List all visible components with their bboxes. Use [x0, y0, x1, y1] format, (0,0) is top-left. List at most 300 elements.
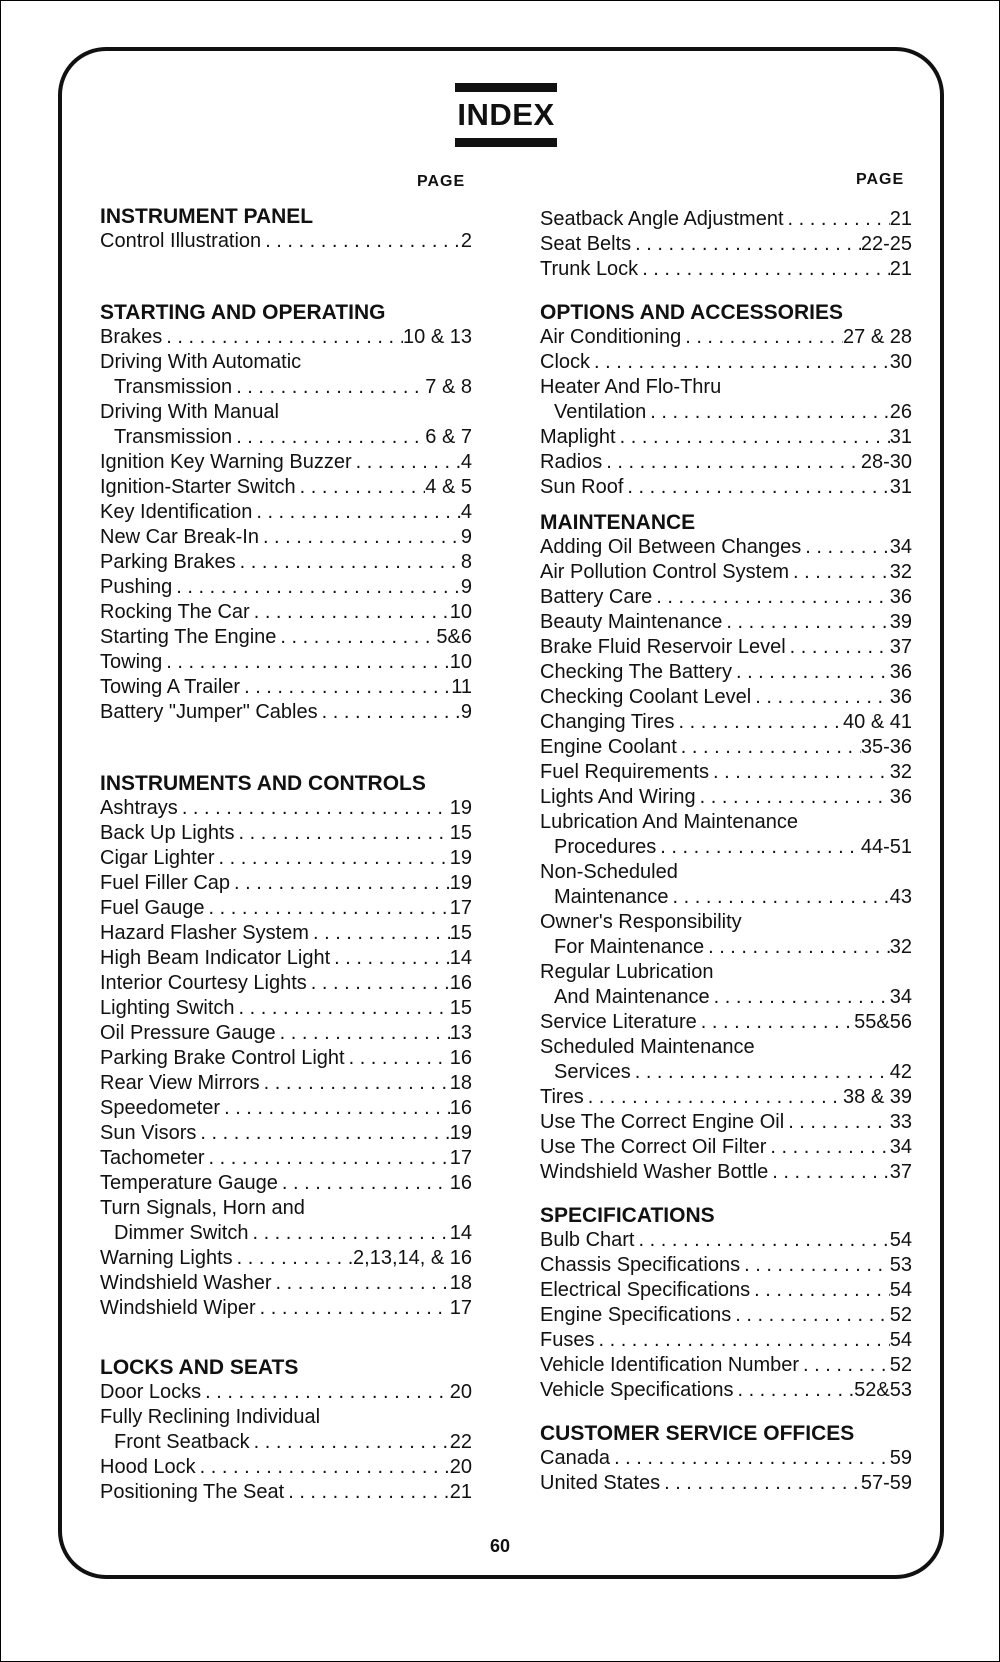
- entry-page: 52&53: [854, 1379, 912, 1401]
- entry-name: Engine Coolant: [540, 736, 677, 758]
- index-entry: [540, 1303, 912, 1328]
- index-entry: [100, 1196, 472, 1221]
- entry-page: 55&56: [854, 1011, 912, 1033]
- entry-page: 20: [449, 1456, 472, 1478]
- entry-page: 14: [449, 1222, 472, 1244]
- entry-page: 15: [449, 822, 472, 844]
- index-entry: [540, 760, 912, 785]
- dot-leader: [259, 525, 461, 550]
- index-entry: [100, 1121, 472, 1146]
- entry-page: 21: [889, 208, 912, 230]
- entry-name: Turn Signals, Horn and: [100, 1197, 305, 1219]
- entry-name: Windshield Washer Bottle: [540, 1161, 769, 1183]
- index-entry: [100, 1405, 472, 1430]
- section-title: SPECIFICATIONS: [540, 1204, 715, 1227]
- index-entry: [540, 685, 912, 710]
- entry-page: 19: [449, 1122, 472, 1144]
- entry-page: 28-30: [860, 451, 912, 473]
- entry-name: Control Illustration: [100, 230, 262, 252]
- dot-leader: [230, 871, 450, 896]
- index-section: [540, 300, 912, 500]
- entry-page: 18: [449, 1072, 472, 1094]
- section-title: LOCKS AND SEATS: [100, 1356, 299, 1379]
- dot-leader: [172, 575, 461, 600]
- entry-page: 17: [449, 897, 472, 919]
- entry-page: 16: [449, 1097, 472, 1119]
- index-entry: [100, 1430, 472, 1455]
- entry-page: 9: [460, 701, 472, 723]
- entry-name: Maintenance: [554, 886, 669, 908]
- dot-leader: [638, 257, 890, 282]
- entry-name: Pushing: [100, 576, 173, 598]
- dot-leader: [252, 500, 461, 525]
- entry-page: 27 & 28: [843, 326, 912, 348]
- entry-page: 30: [889, 351, 912, 373]
- page-column-header-left: PAGE: [417, 173, 466, 190]
- entry-page: 19: [449, 847, 472, 869]
- entry-name: Battery "Jumper" Cables: [100, 701, 318, 723]
- dot-leader: [616, 425, 890, 450]
- entry-name: Transmission: [114, 376, 233, 398]
- dot-leader: [750, 1278, 890, 1303]
- entry-page: 20: [449, 1381, 472, 1403]
- entry-page: 54: [889, 1329, 912, 1351]
- entry-page: 37: [889, 636, 912, 658]
- entry-name: Tachometer: [100, 1147, 205, 1169]
- entry-name: Scheduled Maintenance: [540, 1036, 755, 1058]
- entry-name: Transmission: [114, 426, 233, 448]
- dot-leader: [250, 600, 450, 625]
- index-entry: [100, 871, 472, 896]
- dot-leader: [646, 400, 889, 425]
- dot-leader: [330, 946, 450, 971]
- dot-leader: [220, 1096, 450, 1121]
- dot-leader: [784, 1110, 890, 1135]
- entry-name: Ventilation: [554, 401, 647, 423]
- entry-name: Engine Specifications: [540, 1304, 732, 1326]
- dot-leader: [623, 475, 889, 500]
- entry-page: 14: [449, 947, 472, 969]
- entry-page: 22: [449, 1431, 472, 1453]
- entry-name: Hood Lock: [100, 1456, 196, 1478]
- index-entry: [540, 375, 912, 400]
- index-entry: [100, 1296, 472, 1321]
- dot-leader: [284, 1480, 450, 1505]
- entry-page: 52: [889, 1354, 912, 1376]
- entry-page: 16: [449, 972, 472, 994]
- dot-leader: [669, 885, 890, 910]
- entry-page: 4: [460, 501, 472, 523]
- dot-leader: [215, 846, 450, 871]
- entry-page: 32: [889, 761, 912, 783]
- entry-name: Rocking The Car: [100, 601, 250, 623]
- dot-leader: [740, 1253, 890, 1278]
- title-rule-bottom: [455, 138, 557, 147]
- entry-name: Starting The Engine: [100, 626, 277, 648]
- entry-page: 17: [449, 1297, 472, 1319]
- index-entry: [100, 700, 472, 725]
- entry-name: Adding Oil Between Changes: [540, 536, 802, 558]
- index-entry: [540, 1035, 912, 1060]
- dot-leader: [704, 935, 890, 960]
- dot-leader: [732, 660, 890, 685]
- entry-page: 6 & 7: [425, 426, 472, 448]
- entry-page: 9: [460, 526, 472, 548]
- dot-leader: [235, 996, 450, 1021]
- entry-name: Seatback Angle Adjustment: [540, 208, 784, 230]
- dot-leader: [652, 585, 889, 610]
- dot-leader: [584, 1085, 843, 1110]
- entry-page: 21: [449, 1481, 472, 1503]
- dot-leader: [235, 821, 450, 846]
- dot-leader: [766, 1135, 889, 1160]
- index-entry: [540, 635, 912, 660]
- index-entry: [100, 896, 472, 921]
- dot-leader: [248, 1221, 449, 1246]
- dot-leader: [722, 610, 889, 635]
- index-entry: [100, 1480, 472, 1505]
- right-index-column: [540, 207, 912, 1496]
- dot-leader: [205, 1146, 450, 1171]
- dot-leader: [602, 450, 861, 475]
- page-column-header-right: PAGE: [856, 171, 905, 188]
- index-entry: [540, 535, 912, 560]
- entry-name: Air Pollution Control System: [540, 561, 789, 583]
- entry-name: Clock: [540, 351, 591, 373]
- entry-page: 37: [889, 1161, 912, 1183]
- left-index-column: [100, 204, 472, 1505]
- entry-name: Fuses: [540, 1329, 595, 1351]
- entry-page: 42: [889, 1061, 912, 1083]
- dot-leader: [276, 1021, 450, 1046]
- entry-name: Bulb Chart: [540, 1229, 635, 1251]
- index-section: [100, 300, 472, 725]
- index-entry: [540, 935, 912, 960]
- entry-page: 43: [889, 886, 912, 908]
- entry-name: Towing A Trailer: [100, 676, 241, 698]
- entry-page: 54: [889, 1279, 912, 1301]
- entry-page: 4 & 5: [425, 476, 472, 498]
- index-entry: [100, 525, 472, 550]
- dot-leader: [768, 1160, 890, 1185]
- index-entry: [100, 350, 472, 375]
- dot-leader: [256, 1296, 450, 1321]
- dot-leader: [656, 835, 861, 860]
- index-entry: [100, 1046, 472, 1071]
- entry-page: 57-59: [860, 1472, 912, 1494]
- dot-leader: [318, 700, 461, 725]
- index-entry: [540, 660, 912, 685]
- entry-page: 40 & 41: [843, 711, 912, 733]
- index-entry: [100, 921, 472, 946]
- dot-leader: [276, 625, 436, 650]
- entry-name: Checking The Battery: [540, 661, 732, 683]
- entry-page: 35-36: [860, 736, 912, 758]
- dot-leader: [799, 1353, 890, 1378]
- dot-leader: [196, 1455, 450, 1480]
- section-spacer: [540, 500, 912, 510]
- index-entry: [100, 996, 472, 1021]
- index-entry: [540, 350, 912, 375]
- entry-page: 18: [449, 1272, 472, 1294]
- entry-name: Interior Courtesy Lights: [100, 972, 307, 994]
- dot-leader: [205, 896, 450, 921]
- index-entry: [540, 810, 912, 835]
- entry-page: 15: [449, 922, 472, 944]
- entry-page: 2,13,14, & 16: [353, 1247, 472, 1269]
- entry-name: Lubrication And Maintenance: [540, 811, 798, 833]
- dot-leader: [240, 675, 451, 700]
- entry-name: Ignition Key Warning Buzzer: [100, 451, 352, 473]
- entry-name: Windshield Washer: [100, 1272, 272, 1294]
- dot-leader: [731, 1303, 890, 1328]
- index-section: [100, 1355, 472, 1505]
- dot-leader: [307, 971, 450, 996]
- dot-leader: [631, 1060, 890, 1085]
- dot-leader: [631, 232, 861, 257]
- entry-page: 34: [889, 536, 912, 558]
- index-entry: [540, 910, 912, 935]
- index-entry: [100, 375, 472, 400]
- index-entry: [540, 1060, 912, 1085]
- entry-name: Owner's Responsibility: [540, 911, 742, 933]
- entry-name: Electrical Specifications: [540, 1279, 751, 1301]
- entry-page: 34: [889, 1136, 912, 1158]
- index-entry: [540, 1328, 912, 1353]
- entry-name: And Maintenance: [554, 986, 710, 1008]
- entry-name: Front Seatback: [114, 1431, 250, 1453]
- dot-leader: [261, 229, 461, 254]
- index-entry: [100, 821, 472, 846]
- dot-leader: [610, 1446, 890, 1471]
- section-spacer: [100, 254, 472, 300]
- entry-page: 5&6: [436, 626, 472, 648]
- section-spacer: [540, 282, 912, 300]
- dot-leader: [635, 1228, 890, 1253]
- entry-name: Chassis Specifications: [540, 1254, 741, 1276]
- section-spacer: [540, 1185, 912, 1203]
- entry-name: Fuel Filler Cap: [100, 872, 231, 894]
- index-entry: [540, 1253, 912, 1278]
- dot-leader: [178, 796, 450, 821]
- index-entry: [100, 475, 472, 500]
- entry-name: Radios: [540, 451, 603, 473]
- index-entry: [540, 585, 912, 610]
- section-spacer: [540, 1403, 912, 1421]
- index-entry: [540, 985, 912, 1010]
- index-entry: [540, 1085, 912, 1110]
- dot-leader: [696, 785, 890, 810]
- dot-leader: [232, 425, 425, 450]
- index-entry: [540, 1353, 912, 1378]
- dot-leader: [675, 710, 844, 735]
- index-entry: [100, 1071, 472, 1096]
- dot-leader: [345, 1046, 450, 1071]
- index-entry: [540, 1160, 912, 1185]
- dot-leader: [786, 635, 890, 660]
- dot-leader: [196, 1121, 449, 1146]
- index-entry: [100, 229, 472, 254]
- dot-leader: [710, 985, 890, 1010]
- entry-name: Air Conditioning: [540, 326, 682, 348]
- section-title: CUSTOMER SERVICE OFFICES: [540, 1422, 855, 1445]
- section-title: INSTRUMENTS AND CONTROLS: [100, 772, 426, 795]
- index-entry: [540, 257, 912, 282]
- entry-page: 15: [449, 997, 472, 1019]
- index-entry: [100, 500, 472, 525]
- dot-leader: [681, 325, 843, 350]
- index-entry: [100, 1271, 472, 1296]
- entry-page: 31: [889, 476, 912, 498]
- entry-name: Lighting Switch: [100, 997, 235, 1019]
- entry-name: Key Identification: [100, 501, 253, 523]
- index-entry: [100, 625, 472, 650]
- entry-page: 53: [889, 1254, 912, 1276]
- index-entry: [100, 1171, 472, 1196]
- index-entry: [540, 1471, 912, 1496]
- entry-name: Ashtrays: [100, 797, 178, 819]
- entry-name: Brake Fluid Reservoir Level: [540, 636, 786, 658]
- index-entry: [100, 796, 472, 821]
- entry-name: New Car Break-In: [100, 526, 259, 548]
- dot-leader: [590, 350, 890, 375]
- entry-page: 16: [449, 1172, 472, 1194]
- entry-page: 19: [449, 797, 472, 819]
- index-entry: [540, 785, 912, 810]
- index-entry: [100, 946, 472, 971]
- dot-leader: [677, 735, 861, 760]
- entry-page: 44-51: [860, 836, 912, 858]
- entry-page: 4: [460, 451, 472, 473]
- index-entry: [540, 325, 912, 350]
- entry-page: 10: [449, 601, 472, 623]
- index-section: [100, 204, 472, 254]
- entry-page: 59: [889, 1447, 912, 1469]
- entry-name: Heater And Flo-Thru: [540, 376, 722, 398]
- index-entry: [540, 560, 912, 585]
- section-title: INSTRUMENT PANEL: [100, 205, 314, 228]
- entry-name: Services: [554, 1061, 631, 1083]
- dot-leader: [162, 650, 449, 675]
- entry-page: 36: [889, 586, 912, 608]
- entry-page: 8: [460, 551, 472, 573]
- entry-name: Trunk Lock: [540, 258, 639, 280]
- entry-name: Driving With Manual: [100, 401, 279, 423]
- index-section: [100, 771, 472, 1321]
- entry-name: Beauty Maintenance: [540, 611, 723, 633]
- entry-page: 34: [889, 986, 912, 1008]
- page-title: INDEX: [457, 97, 555, 132]
- index-entry: [100, 550, 472, 575]
- index-entry: [100, 1096, 472, 1121]
- entry-name: Fuel Gauge: [100, 897, 205, 919]
- index-title-block: [455, 83, 557, 147]
- index-section: [540, 1203, 912, 1403]
- dot-leader: [789, 560, 890, 585]
- entry-name: Oil Pressure Gauge: [100, 1022, 276, 1044]
- entry-name: Lights And Wiring: [540, 786, 696, 808]
- index-entry: [540, 1378, 912, 1403]
- entry-name: Towing: [100, 651, 163, 673]
- index-entry: [540, 1010, 912, 1035]
- entry-page: 16: [449, 1047, 472, 1069]
- index-section: [540, 510, 912, 1185]
- dot-leader: [162, 325, 403, 350]
- index-entry: [540, 860, 912, 885]
- entry-name: Hazard Flasher System: [100, 922, 309, 944]
- index-entry: [100, 675, 472, 700]
- index-entry: [540, 1110, 912, 1135]
- entry-name: Rear View Mirrors: [100, 1072, 260, 1094]
- entry-page: 13: [449, 1022, 472, 1044]
- entry-name: Driving With Automatic: [100, 351, 302, 373]
- entry-page: 31: [889, 426, 912, 448]
- dot-leader: [660, 1471, 861, 1496]
- entry-page: 2: [460, 230, 472, 252]
- dot-leader: [260, 1071, 450, 1096]
- entry-name: For Maintenance: [554, 936, 705, 958]
- index-entry: [100, 1221, 472, 1246]
- entry-page: 10 & 13: [403, 326, 472, 348]
- section-spacer: [100, 725, 472, 771]
- index-entry: [540, 1228, 912, 1253]
- entry-name: Windshield Wiper: [100, 1297, 256, 1319]
- index-entry: [540, 475, 912, 500]
- dot-leader: [709, 760, 890, 785]
- index-entry: [100, 1246, 472, 1271]
- index-entry: [100, 1146, 472, 1171]
- entry-name: Seat Belts: [540, 233, 632, 255]
- index-entry: [100, 600, 472, 625]
- index-entry: [100, 575, 472, 600]
- entry-page: 38 & 39: [843, 1086, 912, 1108]
- entry-page: 54: [889, 1229, 912, 1251]
- dot-leader: [201, 1380, 450, 1405]
- section-title: OPTIONS AND ACCESSORIES: [540, 301, 843, 324]
- entry-page: 17: [449, 1147, 472, 1169]
- entry-name: Use The Correct Oil Filter: [540, 1136, 767, 1158]
- entry-page: 39: [889, 611, 912, 633]
- index-entry: [100, 400, 472, 425]
- index-entry: [540, 735, 912, 760]
- index-entry: [100, 325, 472, 350]
- index-entry: [540, 207, 912, 232]
- entry-name: Vehicle Specifications: [540, 1379, 734, 1401]
- entry-page: 32: [889, 561, 912, 583]
- entry-name: High Beam Indicator Light: [100, 947, 331, 969]
- index-entry: [100, 1021, 472, 1046]
- entry-name: Speedometer: [100, 1097, 221, 1119]
- entry-page: 21: [889, 258, 912, 280]
- entry-name: Warning Lights: [100, 1247, 233, 1269]
- index-entry: [540, 1278, 912, 1303]
- index-entry: [540, 425, 912, 450]
- entry-name: Non-Scheduled: [540, 861, 678, 883]
- index-entry: [540, 710, 912, 735]
- entry-name: Regular Lubrication: [540, 961, 714, 983]
- dot-leader: [751, 685, 890, 710]
- dot-leader: [801, 535, 889, 560]
- entry-page: 11: [451, 676, 472, 698]
- index-entry: [100, 425, 472, 450]
- entry-name: United States: [540, 1472, 661, 1494]
- dot-leader: [733, 1378, 854, 1403]
- dot-leader: [272, 1271, 450, 1296]
- section-spacer: [100, 1321, 472, 1355]
- entry-name: Back Up Lights: [100, 822, 235, 844]
- entry-name: Ignition-Starter Switch: [100, 476, 296, 498]
- index-entry: [540, 450, 912, 475]
